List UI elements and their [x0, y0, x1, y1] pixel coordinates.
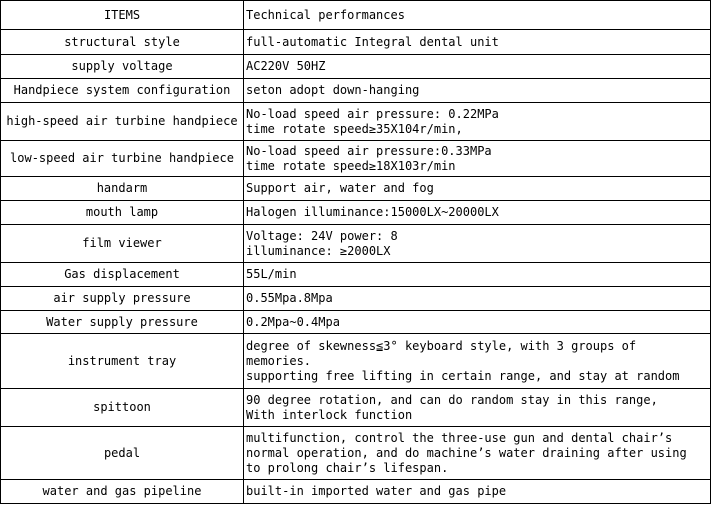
item-cell: high-speed air turbine handpiece: [1, 103, 244, 141]
item-cell: water and gas pipeline: [1, 480, 244, 504]
header-items-cell: ITEMS: [1, 1, 244, 30]
table-row: [1, 389, 711, 427]
perf-cell: [244, 225, 711, 263]
table-row: [1, 79, 711, 103]
table-row: [1, 103, 711, 141]
perf-cell: [244, 177, 711, 201]
table-row: [1, 225, 711, 263]
perf-line: supporting free lifting in certain range, and stay at random: [246, 368, 680, 383]
item-cell: structural style: [1, 30, 244, 55]
item-cell: supply voltage: [1, 55, 244, 79]
perf-line: 90 degree rotation, and can do random stay in this range,: [246, 392, 658, 407]
table-row: [1, 177, 711, 201]
item-cell: spittoon: [1, 389, 244, 427]
perf-cell: [244, 311, 711, 334]
perf-line: degree of skewness≦3° keyboard style, with 3 groups of memories.: [246, 338, 637, 368]
perf-line: With interlock function: [246, 407, 413, 422]
perf-line: AC220V 50HZ: [246, 59, 326, 73]
perf-cell: [244, 55, 711, 79]
perf-line: seton adopt down-hanging: [246, 83, 420, 97]
table-row: [1, 141, 711, 177]
table-row: [1, 311, 711, 334]
perf-cell: [244, 334, 711, 389]
item-cell: handarm: [1, 177, 244, 201]
perf-cell: [244, 103, 711, 141]
perf-cell: [244, 287, 711, 311]
table-row: [1, 287, 711, 311]
perf-line: No-load speed air pressure:0.33MPa: [246, 143, 492, 158]
table-row: [1, 334, 711, 389]
item-cell: film viewer: [1, 225, 244, 263]
item-cell: low-speed air turbine handpiece: [1, 141, 244, 177]
perf-line: full-automatic Integral dental unit: [246, 34, 499, 49]
perf-cell: [244, 201, 711, 225]
perf-cell: [244, 263, 711, 287]
perf-cell: [244, 389, 711, 427]
perf-line: No-load speed air pressure: 0.22MPa: [246, 106, 499, 121]
item-cell: Gas displacement: [1, 263, 244, 287]
table-row: [1, 201, 711, 225]
perf-line: 0.2Mpa~0.4Mpa: [246, 314, 340, 329]
perf-line: 55L/min: [246, 267, 297, 281]
table-row: [1, 427, 711, 480]
perf-cell: [244, 480, 711, 504]
table-row: [1, 55, 711, 79]
perf-cell: [244, 30, 711, 55]
table-row: [1, 263, 711, 287]
perf-line: time rotate speed≥18X103r/min: [246, 158, 456, 173]
perf-line: 0.55Mpa.8Mpa: [246, 291, 333, 305]
perf-line: Voltage: 24V power: 8: [246, 228, 398, 243]
item-cell: air supply pressure: [1, 287, 244, 311]
perf-line: built-in imported water and gas pipe: [246, 484, 507, 498]
perf-line: illuminance: ≥2000LX: [246, 243, 391, 258]
item-cell: Handpiece system configuration: [1, 79, 244, 103]
perf-line: multifunction, control the three-use gun and dental chair’s normal operation, and do machine’s water draining after using to prolong chair’s lifespan.: [246, 430, 687, 475]
perf-line: Support air, water and fog: [246, 181, 434, 195]
perf-cell: [244, 79, 711, 103]
perf-cell: [244, 141, 711, 177]
header-performance-cell: Technical performances: [244, 1, 711, 30]
item-cell: instrument tray: [1, 334, 244, 389]
table-row: [1, 30, 711, 55]
perf-line: Halogen illuminance:15000LX~20000LX: [246, 205, 499, 219]
item-cell: mouth lamp: [1, 201, 244, 225]
table-row: [1, 480, 711, 504]
header-row: [1, 1, 711, 30]
perf-cell: [244, 427, 711, 480]
item-cell: Water supply pressure: [1, 311, 244, 334]
perf-line: time rotate speed≥35X104r/min,: [246, 121, 463, 136]
item-cell: pedal: [1, 427, 244, 480]
